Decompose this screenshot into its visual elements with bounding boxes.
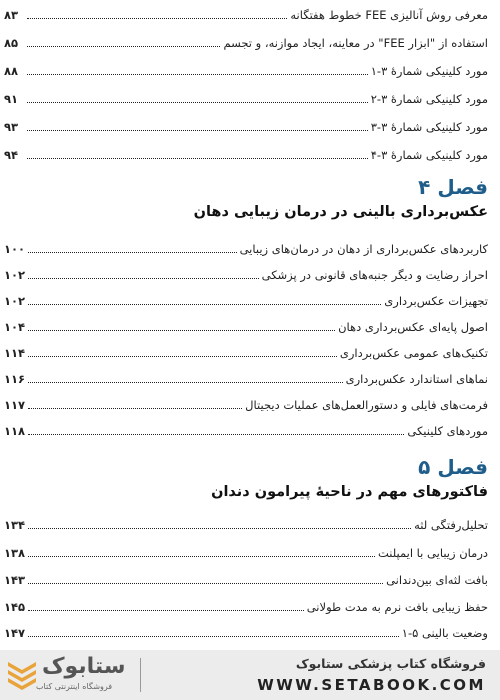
toc-entry-page: ۱۰۴ bbox=[4, 320, 26, 334]
toc-entry-title: مورد کلینیکی شمارهٔ ۳-۱ bbox=[370, 64, 488, 78]
dot-leader bbox=[28, 528, 411, 529]
store-name: فروشگاه کتاب پزشکی ستابوک bbox=[295, 656, 486, 671]
toc-entry-page: ۱۰۰ bbox=[4, 242, 26, 256]
toc-entry[interactable] bbox=[4, 236, 488, 256]
logo-divider bbox=[140, 658, 141, 692]
chapter-4-title: عکس‌برداری بالینی در درمان زیبایی دهان bbox=[193, 204, 488, 220]
toc-entry-page: ۱۰۲ bbox=[4, 268, 26, 282]
dot-leader bbox=[28, 556, 375, 557]
toc-entry-title: تحلیل‌رفتگی لثه bbox=[414, 518, 488, 532]
toc-entry[interactable] bbox=[4, 114, 488, 134]
toc-entry-page: ۱۱۴ bbox=[4, 346, 26, 360]
dot-leader bbox=[28, 382, 343, 383]
dot-leader bbox=[28, 636, 399, 637]
toc-entry-title: معرفی روش آنالیزی FEE خطوط هفتگانه bbox=[290, 8, 488, 22]
dot-leader bbox=[28, 434, 404, 435]
toc-entry[interactable] bbox=[4, 392, 488, 412]
toc-entry[interactable] bbox=[4, 512, 488, 532]
toc-entry-page: ۱۴۵ bbox=[4, 600, 26, 614]
toc-entry-page: ۹۱ bbox=[4, 92, 19, 106]
toc-entry-title: کاربردهای عکس‌برداری از دهان در درمان‌های زیبایی bbox=[239, 242, 488, 256]
book-stack-icon bbox=[6, 656, 38, 692]
toc-entry-title: تکنیک‌های عمومی عکس‌برداری bbox=[339, 346, 488, 360]
toc-entry-page: ۱۱۶ bbox=[4, 372, 26, 386]
chapter-4-label: فصل ۴ bbox=[418, 175, 488, 199]
dot-leader bbox=[27, 102, 368, 103]
dot-leader bbox=[28, 610, 304, 611]
dot-leader bbox=[28, 356, 337, 357]
setabook-logo[interactable] bbox=[6, 654, 176, 698]
toc-entry-page: ۱۳۸ bbox=[4, 546, 26, 560]
toc-entry-page: ۱۴۷ bbox=[4, 626, 26, 640]
toc-entry-page: ۸۵ bbox=[4, 36, 19, 50]
toc-entry-title: احراز رضایت و دیگر جنبه‌های قانونی در پزشکی bbox=[261, 268, 488, 282]
toc-entry-page: ۱۱۷ bbox=[4, 398, 26, 412]
toc-entry-page: ۱۰۲ bbox=[4, 294, 26, 308]
dot-leader bbox=[28, 330, 335, 331]
toc-entry-page: ۸۸ bbox=[4, 64, 19, 78]
toc-entry-title: فرمت‌های فایلی و دستورالعمل‌های عملیات دیجیتال bbox=[245, 398, 488, 412]
toc-entry-title: حفظ زیبایی بافت نرم به مدت طولانی bbox=[306, 600, 488, 614]
toc-entry[interactable] bbox=[4, 30, 488, 50]
dot-leader bbox=[27, 74, 368, 75]
toc-entry[interactable] bbox=[4, 366, 488, 386]
toc-entry[interactable] bbox=[4, 262, 488, 282]
logo-wordmark: ستابوک bbox=[42, 654, 126, 679]
toc-entry[interactable] bbox=[4, 314, 488, 334]
toc-entry-title: نماهای استاندارد عکس‌برداری bbox=[345, 372, 488, 386]
chapter-5-label: فصل ۵ bbox=[418, 455, 488, 479]
toc-entry[interactable] bbox=[4, 594, 488, 614]
toc-entry[interactable] bbox=[4, 288, 488, 308]
dot-leader bbox=[27, 18, 287, 19]
chapter-5-title: فاکتورهای مهم در ناحیهٔ پیرامون دندان bbox=[211, 484, 488, 500]
toc-entry[interactable] bbox=[4, 620, 488, 640]
toc-entry[interactable] bbox=[4, 142, 488, 162]
toc-entry-title: درمان زیبایی با ایمپلنت bbox=[377, 546, 488, 560]
toc-entry[interactable] bbox=[4, 418, 488, 438]
dot-leader bbox=[27, 158, 368, 159]
toc-entry-title: تجهیزات عکس‌برداری bbox=[384, 294, 488, 308]
toc-entry-title: مورد کلینیکی شمارهٔ ۳-۲ bbox=[370, 92, 488, 106]
toc-entry-page: ۱۱۸ bbox=[4, 424, 26, 438]
dot-leader bbox=[28, 252, 237, 253]
toc-entry[interactable] bbox=[4, 567, 488, 587]
toc-entry-page: ۹۳ bbox=[4, 120, 19, 134]
logo-tagline: فروشگاه اینترنتی کتاب bbox=[36, 682, 113, 691]
toc-entry[interactable] bbox=[4, 340, 488, 360]
dot-leader bbox=[28, 583, 383, 584]
footer-banner bbox=[0, 650, 500, 700]
toc-entry-title: وضعیت بالینی ۵-۱ bbox=[401, 626, 488, 640]
dot-leader bbox=[28, 408, 242, 409]
toc-entry-title: اصول پایه‌ای عکس‌برداری دهان bbox=[338, 320, 488, 334]
toc-entry[interactable] bbox=[4, 540, 488, 560]
toc-entry-page: ۱۴۳ bbox=[4, 573, 26, 587]
dot-leader bbox=[28, 304, 381, 305]
toc-entry-title: مورد کلینیکی شمارهٔ ۳-۴ bbox=[370, 148, 488, 162]
toc-entry-title: موردهای کلینیکی bbox=[407, 424, 488, 438]
dot-leader bbox=[28, 278, 259, 279]
toc-entry[interactable] bbox=[4, 2, 488, 22]
toc-entry-title: بافت لثه‌ای بین‌دندانی bbox=[386, 573, 488, 587]
toc-entry[interactable] bbox=[4, 58, 488, 78]
dot-leader bbox=[27, 130, 368, 131]
dot-leader bbox=[27, 46, 220, 47]
toc-entry[interactable] bbox=[4, 86, 488, 106]
store-url-link[interactable]: WWW.SETABOOK.COM bbox=[257, 676, 486, 694]
toc-entry-title: مورد کلینیکی شمارهٔ ۳-۳ bbox=[370, 120, 488, 134]
toc-entry-page: ۱۳۴ bbox=[4, 518, 26, 532]
toc-entry-page: ۸۳ bbox=[4, 8, 19, 22]
toc-entry-page: ۹۴ bbox=[4, 148, 19, 162]
toc-entry-title: استفاده از "ابزار FEE" در معاینه، ایجاد موازنه، و تجسم bbox=[223, 36, 488, 50]
